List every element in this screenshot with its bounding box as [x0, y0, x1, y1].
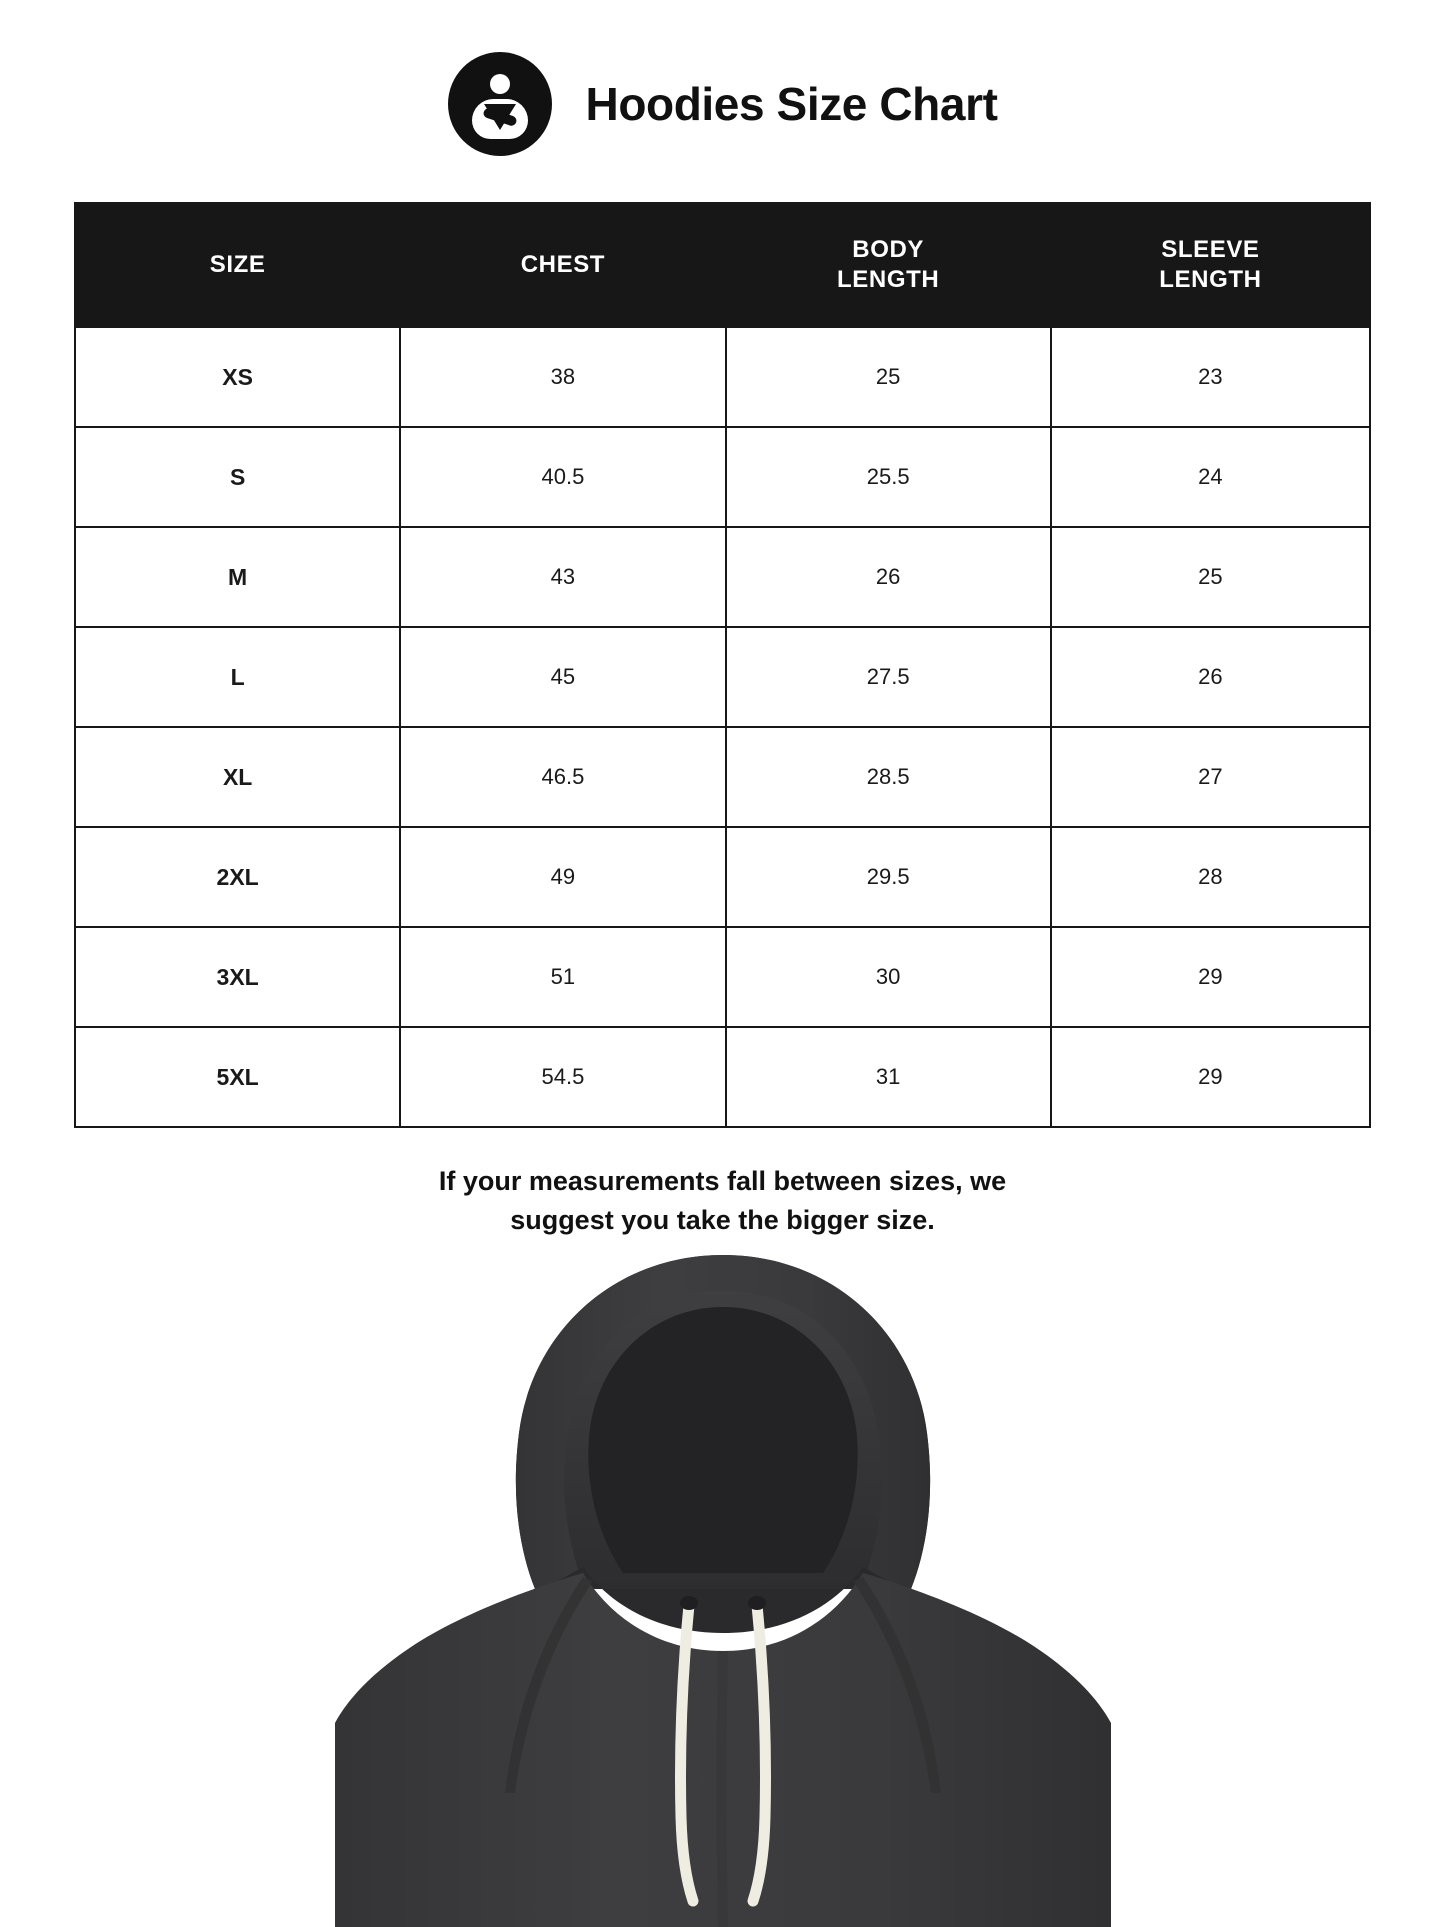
cell-body-length: 25.5: [726, 427, 1051, 527]
table-row: [75, 627, 1370, 727]
cell-sleeve-length: 29: [1051, 1027, 1370, 1127]
cell-size: 5XL: [75, 1027, 400, 1127]
cell-sleeve-length: 27: [1051, 727, 1370, 827]
column-header-sleeve-length-line2: LENGTH: [1159, 266, 1262, 293]
cell-size: S: [75, 427, 400, 527]
cell-size: XS: [75, 327, 400, 427]
size-table-body: [75, 327, 1370, 1127]
hoodie-image: [283, 1237, 1163, 1927]
hood-inner-shape: [588, 1307, 857, 1573]
column-header-sleeve-length: [1051, 203, 1370, 327]
cell-size: 3XL: [75, 927, 400, 1027]
table-row: [75, 527, 1370, 627]
size-table-head: [75, 203, 1370, 327]
right-grommet: [748, 1596, 766, 1610]
sizing-note: [243, 1162, 1203, 1240]
size-table-wrapper: [74, 202, 1371, 1128]
cell-sleeve-length: 25: [1051, 527, 1370, 627]
cell-body-length: 30: [726, 927, 1051, 1027]
cell-body-length: 28.5: [726, 727, 1051, 827]
cell-sleeve-length: 29: [1051, 927, 1370, 1027]
table-row: [75, 727, 1370, 827]
cell-sleeve-length: 28: [1051, 827, 1370, 927]
cell-body-length: 29.5: [726, 827, 1051, 927]
cell-body-length: 25: [726, 327, 1051, 427]
table-header-row: [75, 203, 1370, 327]
cell-sleeve-length: 23: [1051, 327, 1370, 427]
column-header-sleeve-length-line1: SLEEVE: [1161, 236, 1260, 263]
cell-body-length: 27.5: [726, 627, 1051, 727]
cell-chest: 45: [400, 627, 725, 727]
column-header-size: [75, 203, 400, 327]
page-header: [0, 0, 1445, 166]
column-header-chest-line1: CHEST: [520, 251, 606, 278]
table-row: [75, 327, 1370, 427]
column-header-size-line1: SIZE: [209, 251, 266, 278]
cell-chest: 51: [400, 927, 725, 1027]
left-grommet: [680, 1596, 698, 1610]
table-row: [75, 827, 1370, 927]
cell-chest: 38: [400, 327, 725, 427]
brand-logo-icon: [448, 52, 552, 156]
cell-chest: 49: [400, 827, 725, 927]
sizing-note-line2: suggest you take the bigger size.: [510, 1205, 935, 1236]
column-header-chest: [400, 203, 725, 327]
logo-head-shape: [490, 74, 510, 94]
table-row: [75, 427, 1370, 527]
column-header-body-length: [726, 203, 1051, 327]
column-header-body-length-line2: LENGTH: [837, 266, 940, 293]
size-table: [74, 202, 1371, 1128]
column-header-body-length-line1: BODY: [852, 236, 925, 263]
cell-body-length: 31: [726, 1027, 1051, 1127]
cell-chest: 54.5: [400, 1027, 725, 1127]
cell-size: 2XL: [75, 827, 400, 927]
table-row: [75, 1027, 1370, 1127]
cell-chest: 43: [400, 527, 725, 627]
cell-size: XL: [75, 727, 400, 827]
cell-sleeve-length: 24: [1051, 427, 1370, 527]
page-title: Hoodies Size Chart: [585, 77, 998, 130]
cell-sleeve-length: 26: [1051, 627, 1370, 727]
cell-chest: 46.5: [400, 727, 725, 827]
cell-size: M: [75, 527, 400, 627]
cell-body-length: 26: [726, 527, 1051, 627]
table-row: [75, 927, 1370, 1027]
cell-chest: 40.5: [400, 427, 725, 527]
sizing-note-line1: If your measurements fall between sizes, we: [438, 1166, 1007, 1196]
hoodie-illustration: [0, 1237, 1445, 1927]
cell-size: L: [75, 627, 400, 727]
body-center-fold: [721, 1651, 723, 1927]
